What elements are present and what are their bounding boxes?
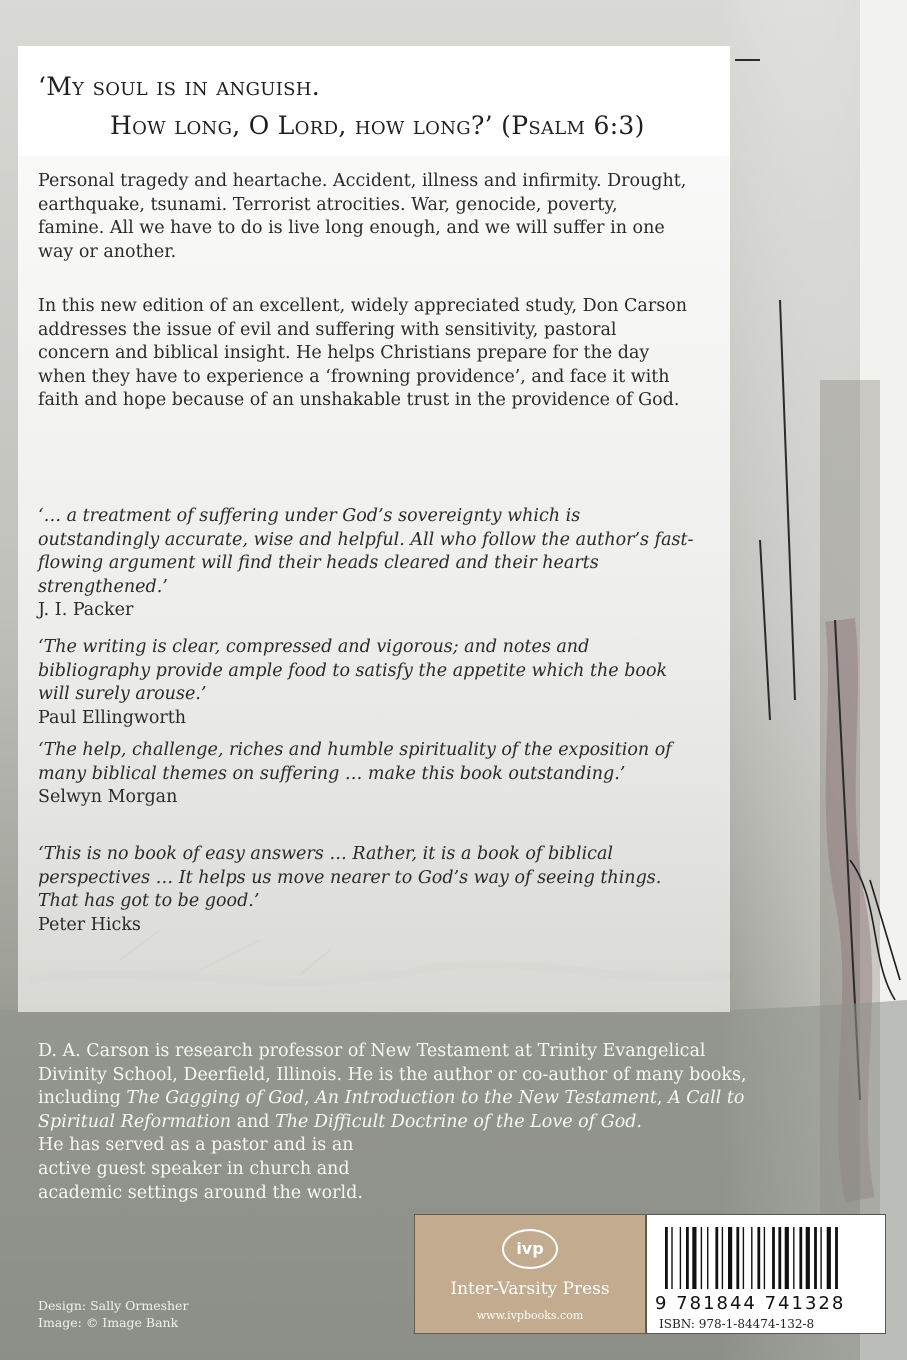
book-title: An Introduction to the New Testament [315,1088,657,1109]
review-quote: ‘The help, challenge, riches and humble spirituality of the exposition of many biblical themes on suffering … make this book outstanding.’ [38,740,672,784]
review-quote: ‘… a treatment of suffering under God’s sovereignty which is outstandingly accurate, wise and helpful. All who follow the author’s fast-flowing argument will find their heads cleared and their hearts strengthened.’ [38,506,694,597]
isbn-text: ISBN: 978-1-84474-132-8 [659,1317,815,1331]
bio-separator: , [656,1088,669,1109]
review-quote: ‘This is no book of easy answers … Rather, it is a book of biblical perspectives … It helps us move nearer to God’s way of seeing things. That has got to be good.’ [38,844,662,912]
barcode-box [646,1214,886,1334]
review-author: Paul Ellingworth [38,707,187,728]
bio-separator: and [231,1111,276,1132]
review-author: J. I. Packer [38,600,134,621]
review-ellingworth [38,636,698,730]
author-bio [38,1040,778,1205]
summary-paragraph: In this new edition of an excellent, widely appreciated study, Don Carson addresses the issue of evil and suffering with sensitivity, pastoral concern and biblical insight. He helps Christians prepare for the day when they have to experience a ‘frowning providence’, and face it with faith and hope because of an unshakable trust in the providence of God. [38,296,687,411]
publisher-name: Inter-Varsity Press [450,1279,610,1299]
bio-line: active guest speaker in church and [38,1158,350,1179]
review-author: Peter Hicks [38,914,141,935]
review-author: Selwyn Morgan [38,787,178,808]
intro-paragraph: Personal tragedy and heartache. Accident, illness and infirmity. Drought, earthquake, tsunami. Terrorist atrocities. War, genocide, poverty, famine. All we have to do is live long enough, and we will suffer in one way or another. [38,171,687,262]
book-title: A Call to Spiritual Reformation [38,1088,745,1132]
barcode-icon [665,1227,875,1289]
review-morgan [38,739,698,810]
design-credit: Design: Sally Ormesher [38,1298,189,1313]
review-packer [38,505,698,623]
headline-line-2: How long, O Lord, how long?’ (Psalm 6:3) [110,111,645,140]
ivp-logo-icon: ivp [502,1229,558,1269]
barcode-number: 9 781844 741328 [655,1293,846,1314]
review-quote: ‘The writing is clear, compressed and vigorous; and notes and bibliography provide ample food to satisfy the appetite which the book will surely arouse.’ [38,637,668,705]
bio-line: He has served as a pastor and is an [38,1135,354,1156]
publisher-url: www.ivpbooks.com [476,1309,584,1322]
bio-line: academic settings around the world. [38,1182,363,1203]
book-title: The Gagging of God [126,1088,304,1109]
credits [38,1297,188,1331]
headline-line-1: ‘My soul is in anguish. [38,72,321,101]
bio-text: D. A. Carson is research professor of New Testament at Trinity Evangelical Divinity School, Deerfield, Illinois. He is the author or co-author of many books, including [38,1041,747,1109]
bio-separator: , [303,1088,316,1109]
image-credit: Image: © Image Bank [38,1315,179,1330]
review-hicks [38,843,698,937]
book-title: The Difficult Doctrine of the Love of God. [275,1111,642,1132]
publisher-box [414,1214,646,1334]
